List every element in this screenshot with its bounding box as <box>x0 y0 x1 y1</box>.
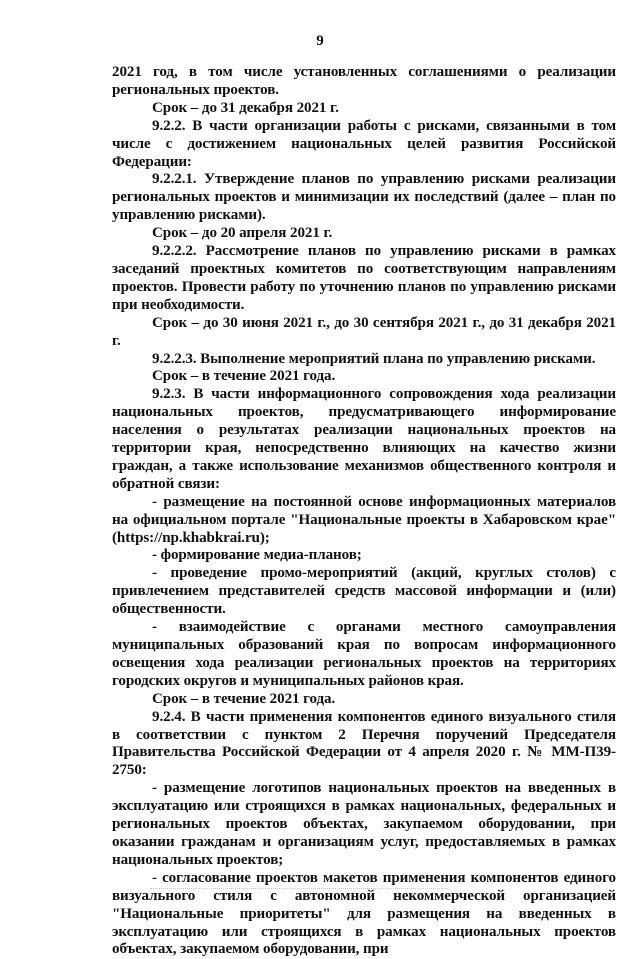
footer-divider <box>150 888 450 890</box>
paragraph: 2021 год, в том числе установленных соглашениями о реализации региональных проектов. <box>112 64 616 98</box>
paragraph: 9.2.4. В части применения компонентов единого визуального стиля в соответствии с пунктом 2 Перечня поручений Председателя Правительства Российской Федерации от 4 апреля 2020 г. № ММ-П39-2750: <box>112 708 616 779</box>
deadline-paragraph: Срок – в течение 2021 года. <box>152 368 336 385</box>
list-item: - согласование проектов макетов применения компонентов единого визуального стиля с автономной некоммерческой организацией "Национальные приоритеты" для размещения на введенных в эксплуатацию или строящихся в рамках национальных проектов объектах, закупаемом оборудовании, при <box>112 869 616 958</box>
paragraph: 9.2.2. В части организации работы с рисками, связанными в том числе с достижением национальных целей развития Российской Федерации: <box>112 117 616 170</box>
deadline-paragraph: Срок – в течение 2021 года. <box>152 690 336 707</box>
page-number: 9 <box>316 33 324 49</box>
deadline-paragraph: Срок – до 20 апреля 2021 г. <box>152 225 333 242</box>
list-item: - взаимодействие с органами местного самоуправления муниципальных образований края по вопросам информационного освещения хода реализации региональных проектов на территориях городских округов и муниципальных районов края. <box>112 619 616 689</box>
list-item: - размещение логотипов национальных проектов на введенных в эксплуатацию или строящихся в рамках национальных, федеральных и региональных проектов объектах, закупаемом оборудовании, при оказании гражданам и организациям услуг, предоставляемых в рамках национальных проектов; <box>112 780 616 868</box>
paragraph: 9.2.2.3. Выполнение мероприятий плана по управлению рисками. <box>152 350 596 367</box>
list-item: - проведение промо-мероприятий (акций, круглых столов) с привлечением представителей средств массовой информации и (или) общественности. <box>112 565 616 618</box>
deadline-paragraph: Срок – до 31 декабря 2021 г. <box>152 99 339 116</box>
list-item: - формирование медиа-планов; <box>152 547 362 564</box>
document-body <box>112 64 616 959</box>
list-item: - размещение на постоянной основе информационных материалов на официальном портале "Национальные проекты в Хабаровском крае" (https://np.khabkrai.ru); <box>112 493 616 546</box>
paragraph: 9.2.3. В части информационного сопровождения хода реализации национальных проектов, предусматривающего информирование населения о результатах реализации национальных проектов на территории края, непосредственно влияющих на качество жизни граждан, а также использование механизмов общественного контроля и обратной связи: <box>112 386 616 492</box>
deadline-paragraph: Срок – до 30 июня 2021 г., до 30 сентября 2021 г., до 31 декабря 2021 г. <box>112 314 616 349</box>
paragraph: 9.2.2.2. Рассмотрение планов по управлению рисками в рамках заседаний проектных комитетов по соответствующим направлениям проектов. Провести работу по уточнению планов по управлению рисками при необходимости. <box>112 243 616 313</box>
paragraph: 9.2.2.1. Утверждение планов по управлению рисками реализации региональных проектов и минимизации их последствий (далее – план по управлению рисками). <box>112 171 616 224</box>
